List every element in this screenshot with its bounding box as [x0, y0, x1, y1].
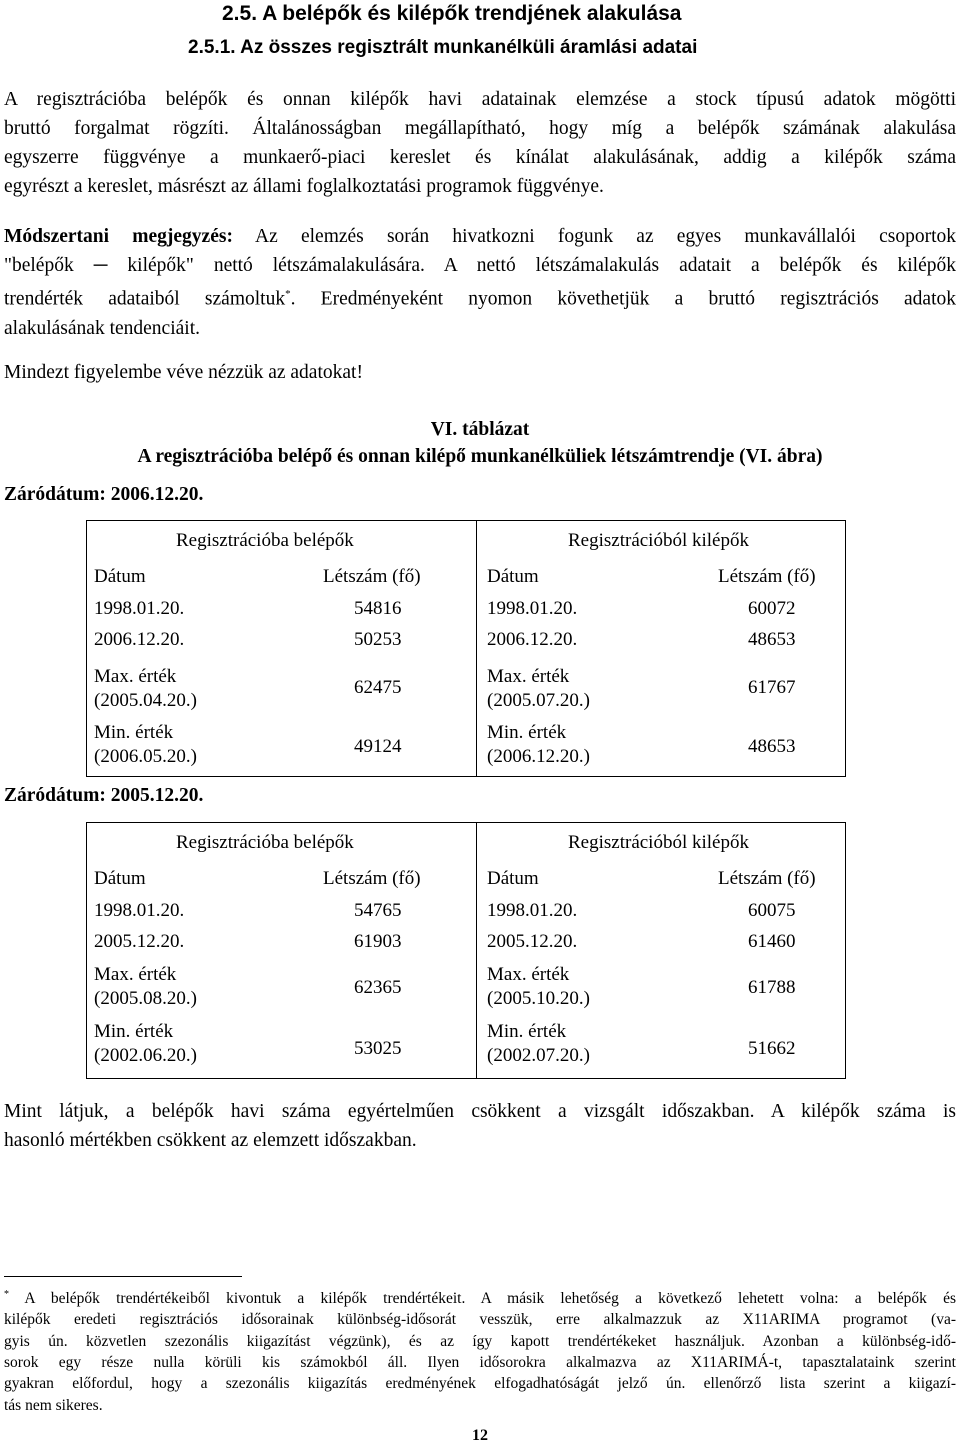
table-cell-value: 61903	[354, 931, 402, 952]
footnote-separator	[4, 1276, 242, 1277]
summary-line: hasonló mértékben csökkent az elemzett időszakban.	[4, 1130, 417, 1151]
max-value: 62475	[354, 677, 402, 698]
table-cell-date: 2006.12.20.	[94, 629, 185, 650]
summary-line: Mint látjuk, a belépők havi száma egyértelműen csökkent a vizsgált időszakban. A kilépők száma is	[4, 1101, 956, 1122]
column-header-date: Dátum	[487, 566, 539, 587]
footnote-reference[interactable]: *	[285, 288, 291, 300]
min-label: Min. érték	[487, 1021, 567, 1042]
max-value: 62365	[354, 977, 402, 998]
group-header-out: Regisztrációból kilépők	[568, 530, 749, 551]
table-cell-date: 1998.01.20.	[94, 598, 185, 619]
method-note-line: "belépők ─ kilépők" nettó létszámalakulására. A nettó létszámalakulás adatait a belépők és kilépők	[4, 255, 956, 276]
footnote	[4, 1284, 956, 1416]
max-label: Max. érték	[487, 666, 570, 687]
conclusion-prompt: Mindezt figyelembe véve nézzük az adatokat!	[4, 362, 363, 383]
column-header-count: Létszám (fő)	[718, 868, 816, 889]
subsection-heading: 2.5.1. Az összes regisztrált munkanélküli áramlási adatai	[188, 37, 698, 58]
intro-paragraph	[4, 85, 956, 201]
min-label: Min. érték	[94, 1021, 174, 1042]
column-header-count: Létszám (fő)	[323, 868, 421, 889]
footnote-text: A belépők trendértékeiből kivontuk a kilépők trendértékeit. A másik lehetőség a következő lehetett volna: a belépők és	[9, 1290, 956, 1308]
max-value: 61788	[748, 977, 796, 998]
max-date: (2005.07.20.)	[487, 690, 590, 711]
table-border	[86, 520, 846, 521]
max-label: Max. érték	[94, 964, 177, 985]
column-header-date: Dátum	[94, 566, 146, 587]
group-header-in: Regisztrációba belépők	[176, 832, 354, 853]
max-date: (2005.10.20.)	[487, 988, 590, 1009]
group-header-out: Regisztrációból kilépők	[568, 832, 749, 853]
method-note-text: . Eredményeként nyomon követhetjük a bruttó regisztrációs adatok	[290, 288, 956, 310]
intro-line: A regisztrációba belépők és onnan kilépők havi adatainak elemzése a stock típusú adatok mögötti	[4, 89, 956, 110]
table-cell-date: 1998.01.20.	[487, 598, 578, 619]
max-label: Max. érték	[487, 964, 570, 985]
min-value: 51662	[748, 1038, 796, 1059]
method-note-line	[4, 280, 956, 314]
table-border	[86, 822, 87, 1078]
data-table	[86, 822, 846, 1078]
min-value: 53025	[354, 1038, 402, 1059]
section-heading: 2.5. A belépők és kilépők trendjének alakulása	[222, 2, 682, 25]
table-cell-date: 2005.12.20.	[487, 931, 578, 952]
table-cell-date: 2006.12.20.	[487, 629, 578, 650]
intro-line: egyszerre függvénye a munkaerő-piaci kereslet és kínálat alakulásának, addig a kilépők száma	[4, 147, 956, 168]
footnote-line: gyakran előfordul, hogy a szezonális kiigazítás eredményének elfogadhatóságát jelző ún. ellenőrző lista szerint a kiigazí-	[4, 1375, 956, 1393]
group-header-in: Regisztrációba belépők	[176, 530, 354, 551]
footnote-line: kilépők eredeti regisztrációs idősorainak különbség-idősorát vesszük, erre alkalmazzuk az X11ARIMA programot (va-	[4, 1311, 956, 1329]
table-cell-value: 61460	[748, 931, 796, 952]
table-border	[86, 776, 846, 777]
footnote-line: gyis ún. közvetlen szezonális kiigazítást végzünk), és az így kapott trendértékeket használjuk. Azonban a különbség-idő-	[4, 1332, 956, 1350]
min-value: 49124	[354, 736, 402, 757]
method-note-line	[4, 222, 956, 251]
table-border	[845, 822, 846, 1078]
method-note-paragraph	[4, 222, 956, 343]
summary-paragraph	[4, 1097, 956, 1155]
data-table	[86, 520, 846, 776]
table-cell-date: 1998.01.20.	[94, 900, 185, 921]
min-label: Min. érték	[487, 722, 567, 743]
table-cell-date: 1998.01.20.	[487, 900, 578, 921]
max-value: 61767	[748, 677, 796, 698]
method-note-label: Módszertani megjegyzés:	[4, 226, 233, 247]
footnote-mark: *	[4, 1289, 9, 1300]
max-date: (2005.08.20.)	[94, 988, 197, 1009]
table-border	[845, 520, 846, 776]
method-note-text: Az elemzés során hivatkozni fogunk az egyes munkavállalói csoportok	[232, 226, 957, 247]
table-title: A regisztrációba belépő és onnan kilépő munkanélküliek létszámtrendje (VI. ábra)	[137, 446, 823, 467]
table-cell-value: 54765	[354, 900, 402, 921]
table-cell-value: 54816	[354, 598, 402, 619]
method-note-text: trendérték adataiból számoltuk	[4, 288, 286, 310]
footnote-line: tás nem sikeres.	[4, 1396, 103, 1414]
table-cell-value: 60072	[748, 598, 796, 619]
max-date: (2005.04.20.)	[94, 690, 197, 711]
table-border	[86, 1078, 846, 1079]
min-label: Min. érték	[94, 722, 174, 743]
min-date: (2002.07.20.)	[487, 1045, 590, 1066]
min-date: (2006.12.20.)	[487, 746, 590, 767]
page-number: 12	[472, 1427, 488, 1444]
table-cell-value: 48653	[748, 629, 796, 650]
footnote-line: sorok egy része nulla körüli kis számokból áll. Ilyen idősorokra alkalmazva az X11ARIMÁ-t, tapasztalataink szerint	[4, 1354, 956, 1372]
intro-line: bruttó forgalmat rögzíti. Általánosságban megállapítható, hogy míg a belépők számának alakulása	[4, 118, 956, 139]
footnote-line	[4, 1284, 956, 1309]
closing-date: Záródátum: 2006.12.20.	[4, 484, 204, 505]
min-value: 48653	[748, 736, 796, 757]
table-cell-value: 50253	[354, 629, 402, 650]
table-border	[476, 520, 477, 776]
column-header-date: Dátum	[487, 868, 539, 889]
min-date: (2002.06.20.)	[94, 1045, 197, 1066]
column-header-count: Létszám (fő)	[323, 566, 421, 587]
column-header-count: Létszám (fő)	[718, 566, 816, 587]
method-note-line: alakulásának tendenciáit.	[4, 317, 200, 339]
table-number: VI. táblázat	[430, 419, 530, 440]
column-header-date: Dátum	[94, 868, 146, 889]
table-border	[86, 822, 846, 823]
table-cell-date: 2005.12.20.	[94, 931, 185, 952]
closing-date: Záródátum: 2005.12.20.	[4, 785, 204, 806]
table-cell-value: 60075	[748, 900, 796, 921]
max-label: Max. érték	[94, 666, 177, 687]
intro-line: egyrészt a kereslet, másrészt az állami foglalkoztatási programok függvénye.	[4, 176, 604, 197]
table-border	[476, 822, 477, 1078]
table-border	[86, 520, 87, 776]
min-date: (2006.05.20.)	[94, 746, 197, 767]
